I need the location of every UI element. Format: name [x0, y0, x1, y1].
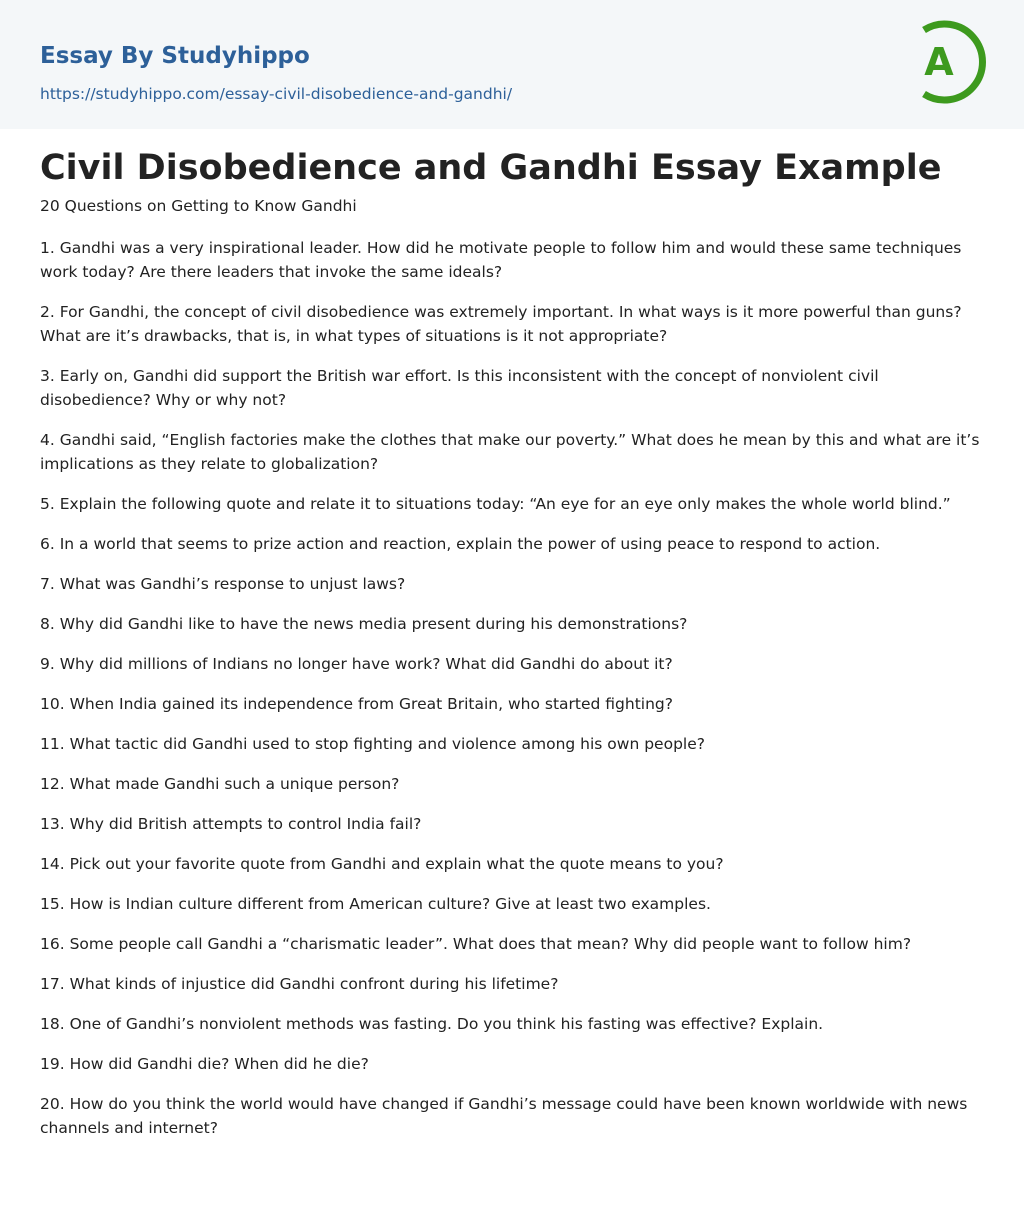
question-item: 8. Why did Gandhi like to have the news media present during his demonstrations? — [40, 615, 688, 633]
brand-title[interactable]: Essay By Studyhippo — [40, 43, 310, 69]
question-item: 7. What was Gandhi’s response to unjust laws? — [40, 575, 406, 593]
question-item: 6. In a world that seems to prize action and reaction, explain the power of using peace to respond to action. — [40, 535, 881, 553]
question-item: 17. What kinds of injustice did Gandhi confront during his lifetime? — [40, 975, 559, 993]
question-item: 2. For Gandhi, the concept of civil disobedience was extremely important. In what ways is it more powerful than guns? What are it’s drawbacks, that is, in what types of situations is it not appropriate? — [40, 303, 962, 345]
source-url-link[interactable]: https://studyhippo.com/essay-civil-disobedience-and-gandhi/ — [40, 85, 513, 103]
question-item: 15. How is Indian culture different from American culture? Give at least two examples. — [40, 895, 711, 913]
question-item: 14. Pick out your favorite quote from Gandhi and explain what the quote means to you? — [40, 855, 724, 873]
question-item: 4. Gandhi said, “English factories make the clothes that make our poverty.” What does he mean by this and what are it’s implications as they relate to globalization? — [40, 431, 980, 473]
question-item: 16. Some people call Gandhi a “charismatic leader”. What does that mean? Why did people want to follow him? — [40, 935, 912, 953]
logo-letter: A — [924, 40, 954, 84]
article-body — [40, 196, 990, 1156]
question-item: 20. How do you think the world would have changed if Gandhi’s message could have been known worldwide with news channels and internet? — [40, 1095, 968, 1137]
question-item: 1. Gandhi was a very inspirational leader. How did he motivate people to follow him and would these same techniques work today? Are there leaders that invoke the same ideals? — [40, 239, 962, 281]
question-item: 11. What tactic did Gandhi used to stop fighting and violence among his own people? — [40, 735, 705, 753]
question-item: 5. Explain the following quote and relate it to situations today: “An eye for an eye only makes the whole world blind.” — [40, 495, 951, 513]
question-item: 3. Early on, Gandhi did support the British war effort. Is this inconsistent with the concept of nonviolent civil disobedience? Why or why not? — [40, 367, 879, 409]
question-item: 9. Why did millions of Indians no longer have work? What did Gandhi do about it? — [40, 655, 673, 673]
article-subtitle: 20 Questions on Getting to Know Gandhi — [40, 197, 357, 215]
page-title: Civil Disobedience and Gandhi Essay Example — [40, 148, 942, 188]
question-item: 18. One of Gandhi’s nonviolent methods was fasting. Do you think his fasting was effective? Explain. — [40, 1015, 824, 1033]
question-item: 13. Why did British attempts to control India fail? — [40, 815, 422, 833]
question-item: 12. What made Gandhi such a unique person? — [40, 775, 400, 793]
question-item: 19. How did Gandhi die? When did he die? — [40, 1055, 369, 1073]
question-item: 10. When India gained its independence from Great Britain, who started fighting? — [40, 695, 673, 713]
